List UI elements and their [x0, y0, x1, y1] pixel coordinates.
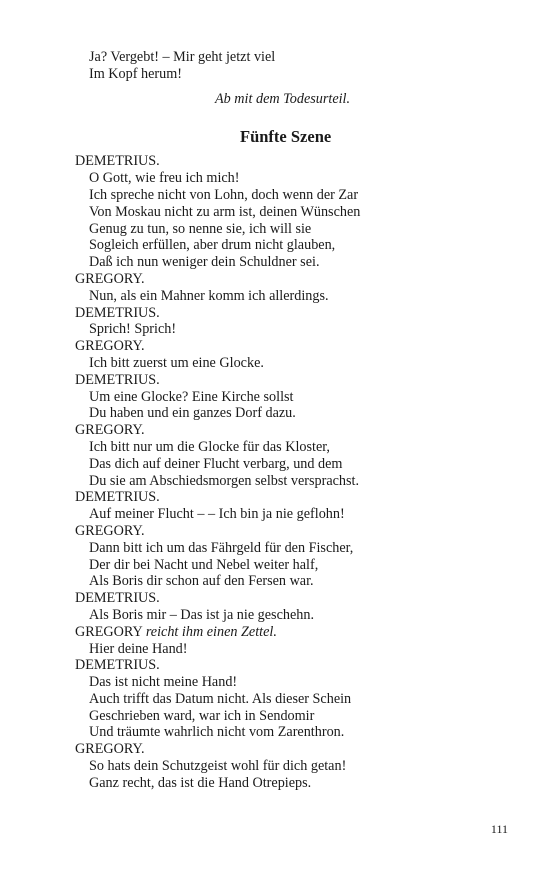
verse-line: Als Boris dir schon auf den Fersen war. — [89, 573, 314, 590]
speaker-label: DEMETRIUS. — [75, 371, 160, 388]
speaker-name — [75, 489, 515, 506]
verse-line: Um eine Glocke? Eine Kirche sollst — [89, 388, 294, 405]
verse-line: Du sie am Abschiedsmorgen selbst versprachst. — [89, 472, 360, 489]
speaker-label: GREGORY. — [75, 741, 145, 758]
speaker-name — [75, 422, 515, 439]
verse-line: Das dich auf deiner Flucht verbarg, und dem — [89, 455, 343, 472]
verse-line: Geschrieben ward, war ich in Sendomir — [89, 707, 315, 724]
verse-line: Sprich! Sprich! — [89, 321, 177, 338]
verse-line: Daß ich nun weniger dein Schuldner sei. — [89, 254, 320, 271]
page-number: 111 — [490, 822, 508, 836]
speaker-label: DEMETRIUS. — [75, 489, 160, 506]
speaker-name — [75, 338, 515, 355]
speaker-name — [75, 741, 515, 758]
opening-line-2: Im Kopf herum! — [89, 65, 182, 82]
verse-line: Ich bitt zuerst um eine Glocke. — [89, 354, 264, 371]
verse-line: Als Boris mir – Das ist ja nie geschehn. — [89, 606, 314, 623]
speaker-name — [75, 590, 515, 607]
speaker-name — [75, 305, 515, 322]
speaker-label: GREGORY. — [75, 522, 145, 539]
speaker-name — [75, 153, 515, 170]
speaker-label: DEMETRIUS. — [75, 153, 160, 170]
verse-line: Und träumte wahrlich nicht vom Zarenthron. — [89, 724, 345, 741]
speaker-label: GREGORY. — [75, 422, 145, 439]
opening-line-1: Ja? Vergebt! – Mir geht jetzt viel — [89, 49, 276, 65]
speaker-name — [75, 523, 515, 540]
speaker-name — [75, 271, 515, 288]
verse-line: Auf meiner Flucht – – Ich bin ja nie geflohn! — [89, 506, 345, 523]
speaker-name — [75, 372, 515, 389]
verse-line: Hier deine Hand! — [89, 640, 188, 657]
verse-line: Ich bitt nur um die Glocke für das Kloster, — [89, 438, 330, 455]
speaker-name — [75, 657, 515, 674]
scene-heading: Fünfte Szene — [240, 127, 332, 147]
text-body — [75, 49, 515, 792]
verse-line: Auch trifft das Datum nicht. Als dieser Schein — [89, 690, 352, 707]
verse-line: O Gott, wie freu ich mich! — [89, 170, 240, 187]
verse-line: Du haben und ein ganzes Dorf dazu. — [89, 405, 296, 422]
verse-line: Genug zu tun, so nenne sie, ich will sie — [89, 220, 312, 237]
verse-line: Von Moskau nicht zu arm ist, deinen Wünschen — [89, 203, 361, 220]
verse-line: So hats dein Schutzgeist wohl für dich getan! — [89, 758, 347, 775]
speaker-label: GREGORY. — [75, 338, 145, 355]
speaker-label: GREGORY — [75, 623, 143, 640]
speaker-name — [75, 624, 515, 641]
stage-direction: Ab mit dem Todesurteil. — [215, 90, 351, 107]
verse-line: Sogleich erfüllen, aber drum nicht glauben, — [89, 237, 336, 254]
verse-line: Dann bitt ich um das Fährgeld für den Fischer, — [89, 539, 354, 556]
speaker-label: DEMETRIUS. — [75, 590, 160, 607]
verse-line: Nun, als ein Mahner komm ich allerdings. — [89, 287, 329, 304]
dialogue — [75, 153, 515, 791]
verse-line: Ganz recht, das ist die Hand Otrepieps. — [89, 774, 312, 791]
speaker-label: DEMETRIUS. — [75, 657, 160, 674]
speaker-label: GREGORY. — [75, 270, 145, 287]
inline-stage-direction: reicht ihm einen Zettel. — [145, 623, 277, 640]
verse-line: Der dir bei Nacht und Nebel weiter half, — [89, 556, 319, 573]
verse-line: Ich spreche nicht von Lohn, doch wenn der Zar — [89, 186, 359, 203]
speaker-label: DEMETRIUS. — [75, 304, 160, 321]
verse-line: Das ist nicht meine Hand! — [89, 674, 238, 691]
